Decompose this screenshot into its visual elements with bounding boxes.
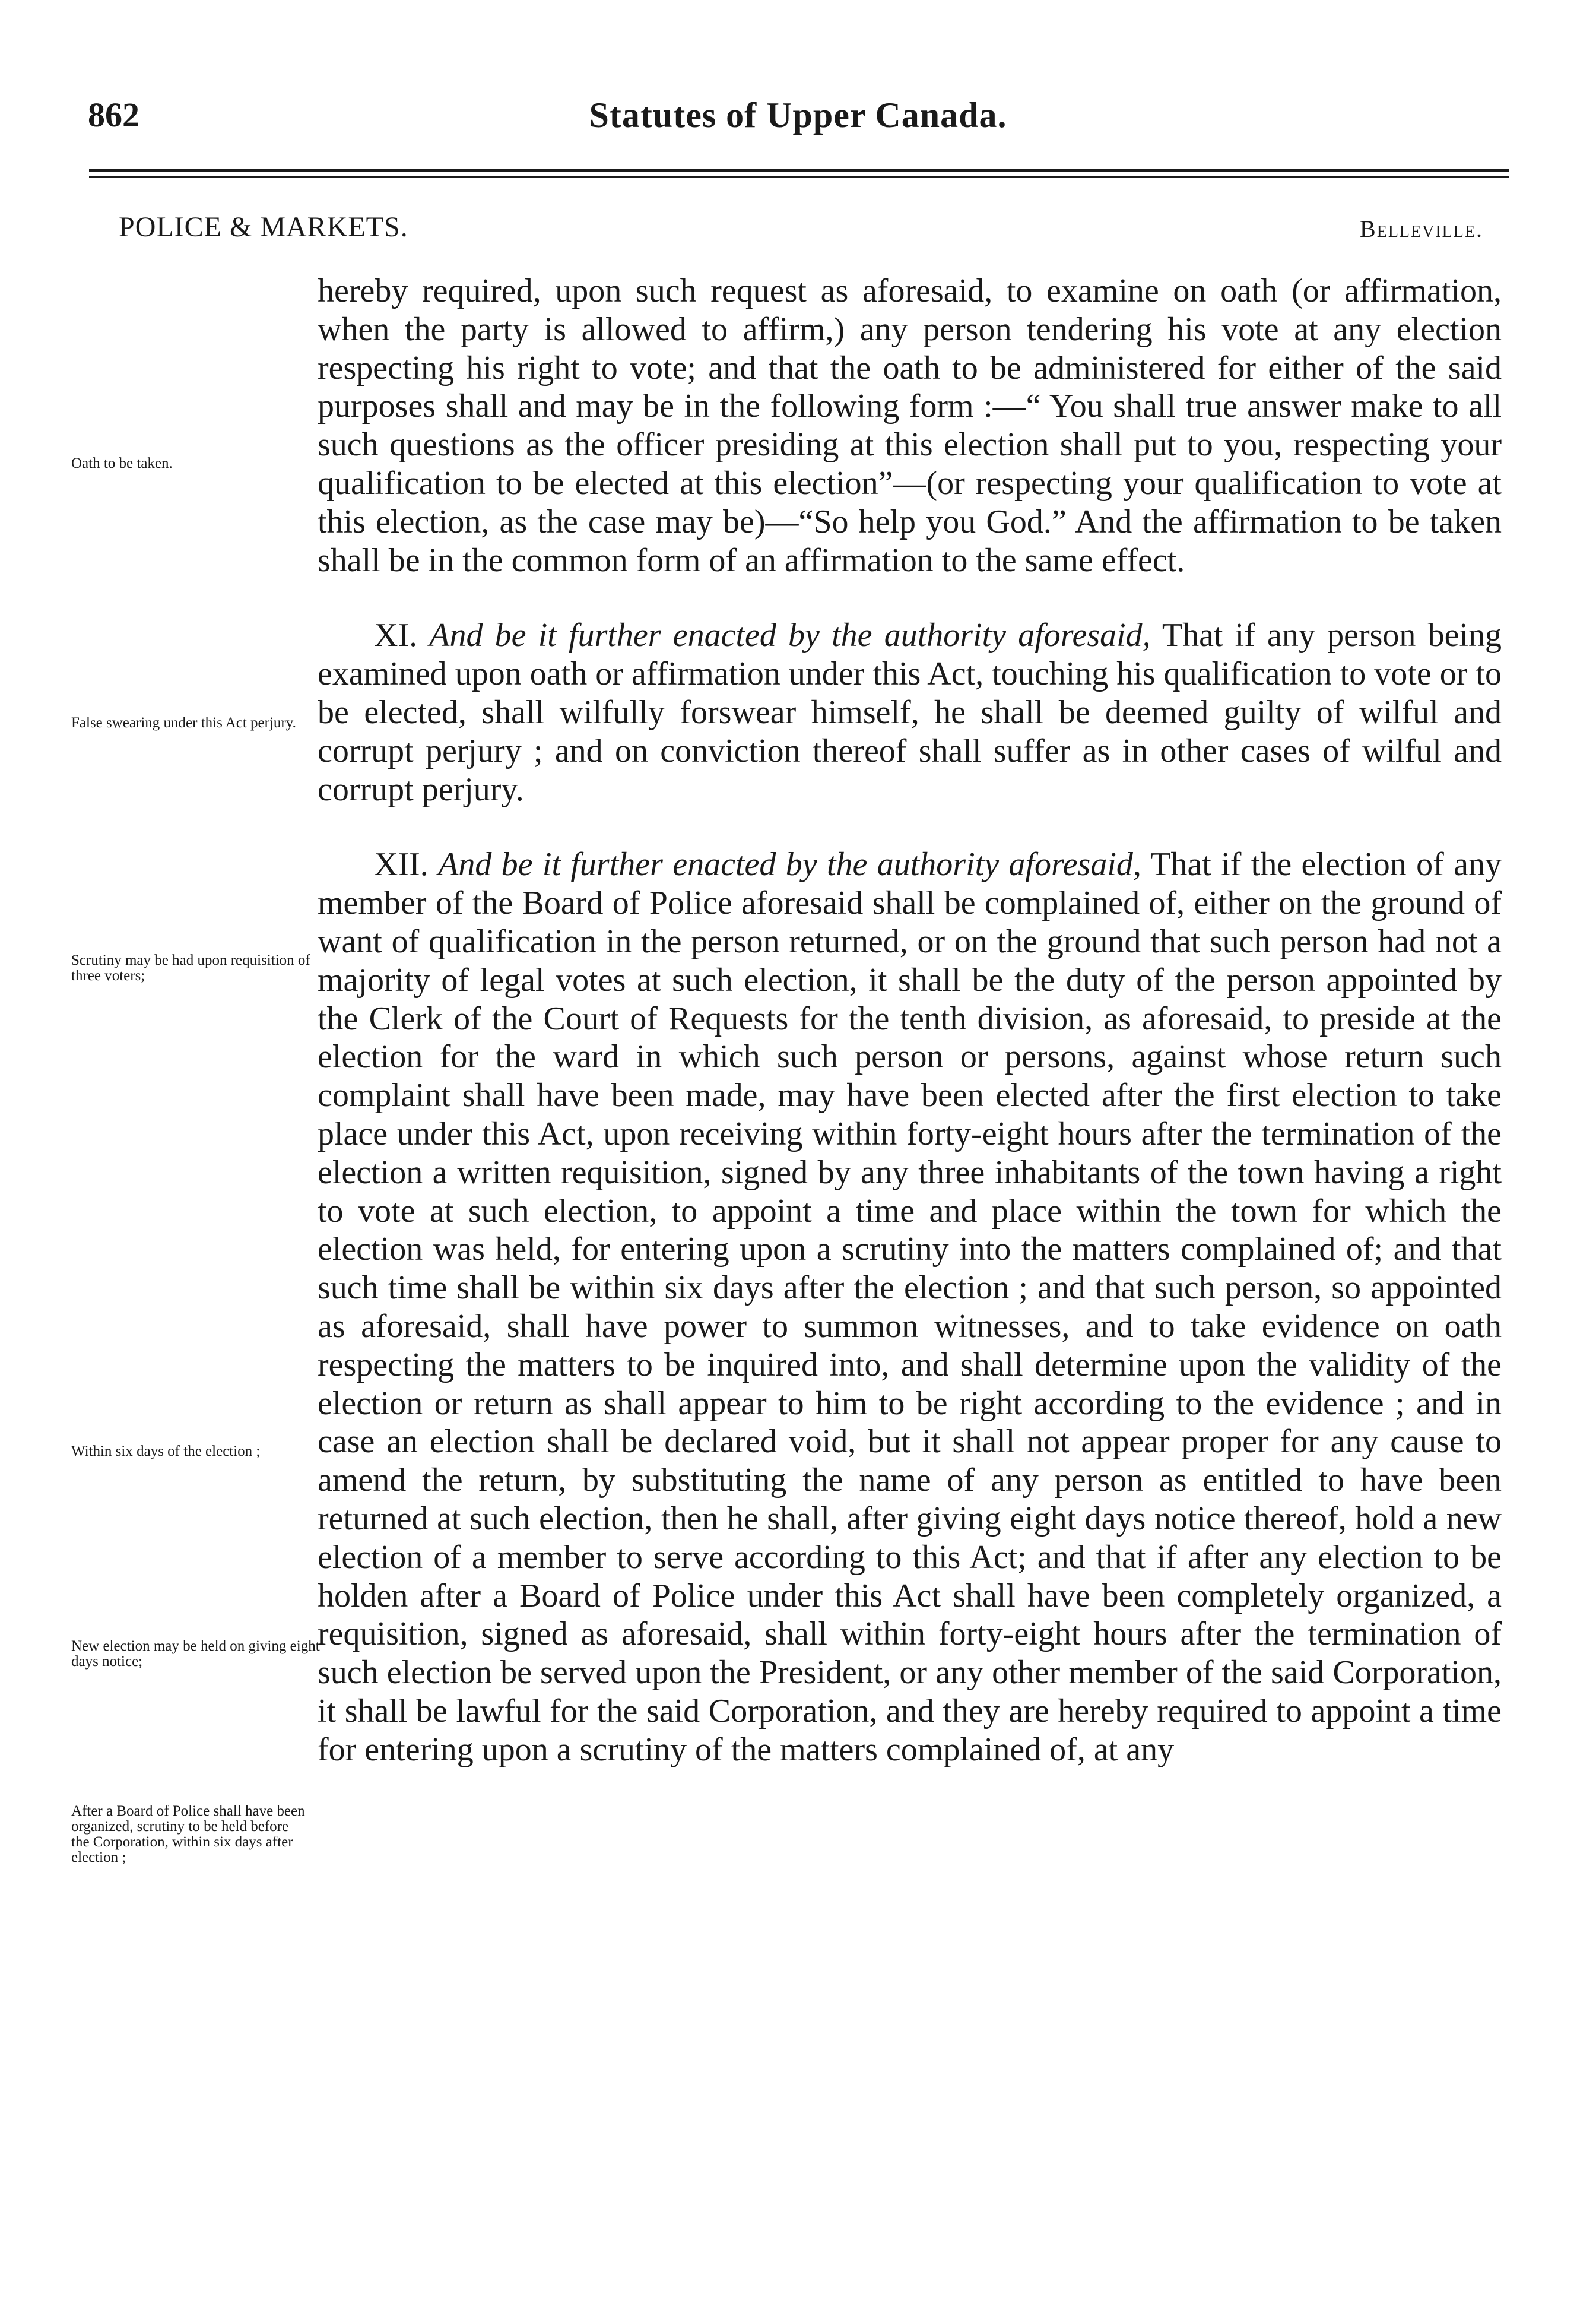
page-number: 862	[88, 96, 139, 134]
enacting-clause-xii: And be it further enacted by the authority aforesaid,	[438, 846, 1141, 883]
body-text	[318, 272, 1502, 1769]
section-xi-text: That if any person being examined upon oath or affirmation under this Act, touching his qualification to vote or to be elected, shall wilfully forswear himself, he shall be deemed guilty of wilful and corrupt perjury ; and on conviction thereof shall suffer as in other cases of wilful and corrupt perjury.	[318, 617, 1502, 808]
marginal-note-oath: Oath to be taken.	[71, 455, 173, 471]
paragraph-section-xi	[318, 616, 1502, 809]
marginal-note-after-board: After a Board of Police shall have been organized, scrutiny to be held before the Corporation, within six days after election ;	[71, 1803, 305, 1865]
marginal-note-scrutiny: Scrutiny may be had upon requisition of three voters;	[71, 952, 310, 984]
section-heading-left: POLICE & MARKETS.	[119, 211, 408, 243]
running-title: Statutes of Upper Canada.	[589, 96, 1007, 135]
marginal-note-within-six-days: Within six days of the election ;	[71, 1443, 261, 1459]
section-heading-right: Belleville.	[1360, 216, 1483, 242]
header-rule-thin	[89, 176, 1509, 178]
paragraph-continuation: hereby required, upon such request as aforesaid, to examine on oath (or affirmation, when the party is allowed to affirm,) any person tendering his vote at any election respecting his right to vote; and that the oath to be administered for either of the said purposes shall and may be in the following form :—“ You shall true answer make to all such questions as the officer presiding at this election shall put to you, respecting your qualification to be elected at this election”—(or respecting your qualification to vote at this election, as the case may be)—“So help you God.” And the affirmation to be taken shall be in the common form of an affirmation to the same effect.	[318, 273, 1502, 579]
section-number-xi: XI.	[374, 617, 418, 654]
paragraph-section-xii	[318, 845, 1502, 1769]
marginal-note-new-election: New election may be held on giving eight days notice;	[71, 1638, 320, 1670]
marginal-note-false-swearing: False swearing under this Act perjury.	[71, 715, 296, 731]
enacting-clause-xi: And be it further enacted by the authority aforesaid,	[429, 617, 1151, 654]
header-rule-thick	[89, 169, 1509, 172]
section-number-xii: XII.	[374, 846, 429, 883]
section-xii-text: That if the election of any member of the Board of Police aforesaid shall be complained of, either on the ground of want of qualification in the person returned, or on the ground that such person had not a majority of legal votes at such election, it shall be the duty of the person appointed by the Clerk of the Court of Requests for the tenth division, as aforesaid, to preside at the election for the ward in which such person or persons, against whose return such complaint shall have been made, may have been elected after the first election to take place under this Act, upon receiving within forty-eight hours after the termination of the election a written requisition, signed by any three inhabitants of the town having a right to vote at such election, to appoint a time and place within the town for which the election was held, for entering upon a scrutiny into the matters complained of; and that such time shall be within six days after the election ; and that such person, so appointed as aforesaid, shall have power to summon witnesses, and to take evidence on oath respecting the matters to be inquired into, and shall determine upon the validity of the election or return as shall appear to him to be right according to the evidence ; and in case an election shall be declared void, but it shall not appear proper for any cause to amend the return, by substituting the name of any person as entitled to have been returned at such election, then he shall, after giving eight days notice thereof, hold a new election of a member to serve according to this Act; and that if after any election to be holden after a Board of Police under this Act shall have been completely organized, a requisition, signed as aforesaid, shall within forty-eight hours after the termination of such election be served upon the President, or any other member of the said Corporation, it shall be lawful for the said Corporation, and they are hereby required to appoint a time for entering upon a scrutiny of the matters complained of, at any	[318, 846, 1502, 1768]
